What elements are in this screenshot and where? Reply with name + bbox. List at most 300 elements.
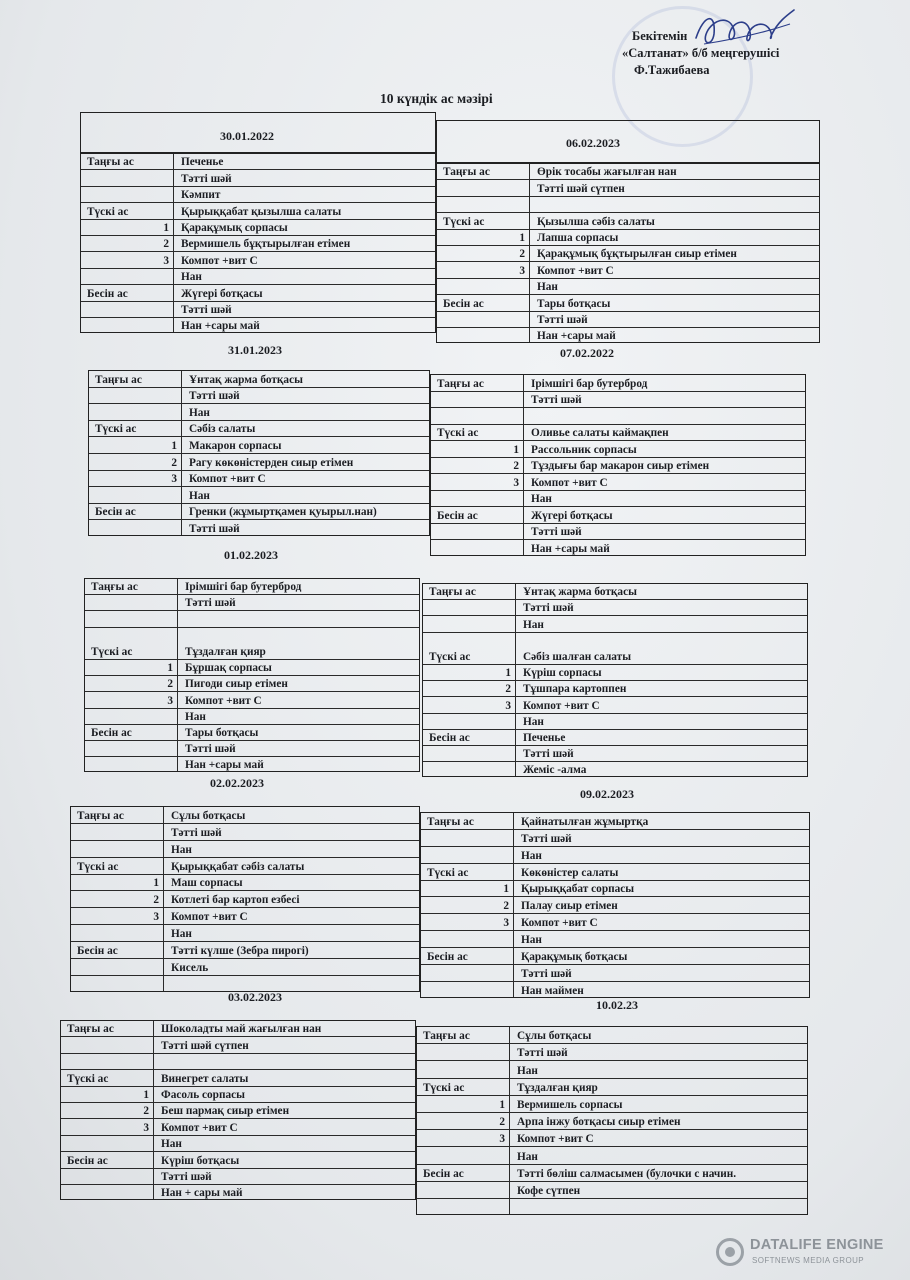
dish-name: Қырыққабат сорпасы [521, 883, 635, 896]
dish-name: Нан [517, 1064, 538, 1077]
course-number: 2 [153, 894, 159, 907]
course-number: 3 [503, 917, 509, 930]
dish-name: Компот +вит С [181, 254, 258, 267]
course-number: 1 [513, 443, 519, 456]
dish-name: Ұнтақ жарма ботқасы [189, 373, 303, 386]
dish-name: Күріш сорпасы [523, 667, 602, 680]
course-number: 3 [153, 911, 159, 924]
menu-row [89, 487, 429, 504]
menu-row [85, 741, 419, 757]
course-number: 2 [499, 1116, 505, 1129]
dish-name: Қырыққабат сәбіз салаты [171, 860, 305, 873]
course-number: 2 [163, 238, 169, 251]
menu-row [437, 213, 819, 229]
menu-row [421, 982, 809, 999]
meal-name: Түскі ас [91, 645, 133, 658]
meal-name: Таңғы ас [429, 586, 476, 599]
meal-name: Таңғы ас [437, 377, 484, 390]
dish-name: Макарон сорпасы [189, 439, 282, 452]
dish-name: Қызылша сәбіз салаты [537, 215, 655, 228]
dish-name: Тұздалған қияр [185, 645, 266, 658]
dish-name: Сәбіз салаты [189, 423, 256, 436]
menu-row [71, 925, 419, 942]
dish-name: Тәтті шәй [523, 748, 574, 761]
dish-name: Нан маймен [521, 984, 584, 997]
course-number: 2 [505, 683, 511, 696]
dish-name: Тәтті шәй [517, 1047, 568, 1060]
menu-row [81, 318, 435, 334]
dish-name: Рассольник сорпасы [531, 443, 637, 456]
menu-row [423, 697, 807, 713]
dish-name: Нан [521, 934, 542, 947]
menu-row [81, 236, 435, 252]
menu-row [437, 328, 819, 344]
menu-row [61, 1169, 415, 1185]
menu-row [61, 1054, 415, 1070]
dish-name: Печенье [523, 731, 566, 744]
menu-row [85, 579, 419, 595]
dish-name: Қарақұмық ботқасы [521, 951, 628, 964]
menu-row [81, 220, 435, 236]
menu-row [423, 714, 807, 730]
dish-name: Компот +вит С [185, 694, 262, 707]
dish-name: Нан [537, 281, 558, 294]
menu-row [85, 709, 419, 725]
menu-row [437, 197, 819, 213]
menu-row [89, 371, 429, 388]
dish-name: Көкөністер салаты [521, 866, 619, 879]
menu-row [423, 584, 807, 600]
dish-name: Нан +сары май [531, 542, 610, 555]
menu-row [61, 1070, 415, 1086]
course-number: 2 [143, 1105, 149, 1118]
dish-name: Тәтті шәй [185, 597, 236, 610]
course-number: 3 [167, 694, 173, 707]
dish-name: Шоколадты май жағылған нан [161, 1023, 322, 1036]
course-number: 2 [167, 678, 173, 691]
menu-row [423, 633, 807, 665]
menu-row [61, 1119, 415, 1135]
dish-name: Тәтті шәй [171, 826, 222, 839]
menu-row [423, 616, 807, 632]
menu-row [417, 1096, 807, 1113]
menu-row [431, 458, 805, 475]
dish-name: Өрік тосабы жағылған нан [537, 166, 677, 179]
menu-row [61, 1087, 415, 1103]
menu-row [431, 441, 805, 458]
dish-name: Нан [171, 843, 192, 856]
menu-row [61, 1185, 415, 1201]
menu-row [71, 824, 419, 841]
menu-row [421, 881, 809, 898]
meal-name: Бесін ас [423, 1167, 464, 1180]
dish-name: Тәтті шәй [537, 313, 588, 326]
course-number: 2 [519, 248, 525, 261]
menu-row [81, 187, 435, 203]
menu-row [71, 942, 419, 959]
menu-row [71, 892, 419, 909]
dish-name: Тұздалған қияр [517, 1081, 598, 1094]
meal-name: Бесін ас [67, 1154, 108, 1167]
dish-name: Қарақұмық сорпасы [181, 221, 288, 234]
day-menu-table [420, 812, 810, 998]
meal-name: Таңғы ас [95, 373, 142, 386]
meal-name: Түскі ас [423, 1081, 465, 1094]
dish-name: Ұнтақ жарма ботқасы [523, 586, 637, 599]
meal-name: Бесін ас [443, 297, 484, 310]
menu-row [85, 692, 419, 708]
dish-name: Күріш ботқасы [161, 1154, 240, 1167]
menu-row [89, 520, 429, 537]
dish-name: Кисель [171, 961, 209, 974]
dish-name: Тәтті шәй [531, 394, 582, 406]
dish-name: Компот +вит С [537, 264, 614, 277]
menu-row [421, 898, 809, 915]
dish-name: Сәбіз шалған салаты [523, 650, 632, 663]
date-header-cell [436, 120, 820, 163]
dish-name: Компот +вит С [523, 699, 600, 712]
menu-date: 06.02.2023 [566, 136, 620, 150]
menu-row [431, 540, 805, 557]
day-menu-table [84, 578, 420, 772]
dish-name: Палау сиыр етімен [521, 900, 618, 913]
meal-name: Таңғы ас [91, 581, 138, 594]
menu-row [89, 504, 429, 521]
dish-name: Печенье [181, 156, 224, 169]
meal-name: Бесін ас [95, 506, 136, 519]
dish-name: Тәтті шәй [521, 967, 572, 980]
meal-name: Түскі ас [429, 650, 471, 663]
menu-date: 02.02.2023 [210, 776, 264, 790]
menu-row [71, 807, 419, 824]
menu-row [81, 154, 435, 170]
menu-row [423, 665, 807, 681]
dish-name: Тәтті бөліш салмасымен (булочки с начин. [517, 1167, 737, 1180]
course-number: 3 [163, 254, 169, 267]
dish-name: Нан [181, 271, 202, 284]
approval-line-2: «Салтанат» б/б меңгерушісі [622, 46, 780, 60]
dish-name: Кәмпит [181, 189, 221, 202]
menu-row [89, 471, 429, 488]
meal-name: Түскі ас [427, 866, 469, 879]
menu-row [61, 1152, 415, 1168]
menu-row [61, 1037, 415, 1053]
course-number: 1 [153, 877, 159, 890]
dish-name: Нан +сары май [537, 330, 616, 343]
course-number: 2 [503, 900, 509, 913]
document-title: 10 күндік ас мәзірі [380, 91, 493, 106]
datalife-logo-icon [716, 1238, 744, 1266]
dish-name: Жеміс -алма [523, 764, 587, 777]
menu-row [89, 437, 429, 454]
course-number: 1 [143, 1088, 149, 1101]
course-number: 1 [499, 1098, 505, 1111]
dish-name: Пигоди сиыр етімен [185, 678, 288, 691]
menu-row [85, 595, 419, 611]
menu-row [417, 1182, 807, 1199]
menu-row [417, 1044, 807, 1061]
dish-name: Тұшпара картоппен [523, 683, 627, 696]
dish-name: Тәтті шәй [189, 522, 240, 535]
dish-name: Беш пармақ сиыр етімен [161, 1105, 290, 1118]
course-number: 1 [171, 439, 177, 452]
course-number: 2 [171, 456, 177, 469]
dish-name: Тәтті шәй [161, 1170, 212, 1183]
dish-name: Лапша сорпасы [537, 231, 619, 244]
dish-name: Вермишель сорпасы [517, 1098, 623, 1111]
approval-block [622, 28, 822, 79]
course-number: 3 [513, 476, 519, 489]
meal-name: Таңғы ас [427, 815, 474, 828]
menu-row [437, 246, 819, 262]
watermark-line-2: SOFTNEWS MEDIA GROUP [752, 1256, 865, 1265]
meal-name: Таңғы ас [87, 156, 134, 169]
menu-row [437, 262, 819, 278]
dish-name: Тәтті шәй [181, 303, 232, 316]
menu-row [423, 730, 807, 746]
dish-name: Оливье салаты каймақпен [531, 427, 669, 439]
dish-name: Қарақұмық бұқтырылған сиыр етімен [537, 248, 737, 261]
menu-row [437, 180, 819, 196]
menu-row [421, 914, 809, 931]
dish-name: Нан [523, 618, 544, 631]
dish-name: Нан [517, 1150, 538, 1163]
menu-row [421, 830, 809, 847]
menu-row [89, 454, 429, 471]
dish-name: Арпа інжу ботқасы сиыр етімен [517, 1116, 681, 1129]
menu-date: 31.01.2023 [228, 343, 282, 357]
menu-row [417, 1027, 807, 1044]
menu-row [423, 600, 807, 616]
menu-row [423, 746, 807, 762]
menu-row [81, 252, 435, 268]
meal-name: Түскі ас [67, 1072, 109, 1085]
menu-row [421, 847, 809, 864]
menu-row [89, 421, 429, 438]
menu-date: 10.02.23 [596, 998, 638, 1012]
dish-name: Вермишель бұқтырылған етімен [181, 238, 351, 251]
dish-name: Тәтті шәй [185, 743, 236, 756]
dish-name: Тәтті шәй [181, 172, 232, 185]
menu-row [85, 725, 419, 741]
dish-name: Компот +вит С [161, 1121, 238, 1134]
day-menu-table [80, 153, 436, 333]
dish-name: Нан [161, 1138, 182, 1151]
menu-row [85, 628, 419, 660]
dish-name: Нан [521, 849, 542, 862]
dish-name: Нан [523, 715, 544, 728]
dish-name: Котлеті бар картоп езбесі [171, 894, 300, 907]
dish-name: Тұздығы бар макарон сиыр етімен [531, 460, 710, 472]
meal-name: Түскі ас [437, 427, 479, 439]
meal-name: Түскі ас [95, 423, 137, 436]
dish-name: Жүгері ботқасы [531, 509, 613, 522]
meal-name: Таңғы ас [67, 1023, 114, 1036]
menu-row [421, 948, 809, 965]
day-menu-table [88, 370, 430, 536]
menu-row [71, 875, 419, 892]
dish-name: Қайнатылған жұмыртқа [521, 815, 649, 828]
menu-row [421, 931, 809, 948]
dish-name: Ірімшігі бар бутерброд [185, 581, 302, 594]
dish-name: Нан [531, 493, 552, 505]
menu-row [437, 312, 819, 328]
course-number: 3 [519, 264, 525, 277]
dish-name: Фасоль сорпасы [161, 1088, 245, 1101]
day-menu-table [436, 163, 820, 343]
dish-name: Тәтті шәй [523, 602, 574, 615]
dish-name: Тәтті шәй [189, 390, 240, 403]
course-number: 1 [505, 667, 511, 680]
dish-name: Сұлы ботқасы [171, 809, 246, 822]
course-number: 1 [163, 221, 169, 234]
menu-row [85, 660, 419, 676]
dish-name: Сұлы ботқасы [517, 1030, 592, 1043]
menu-row [61, 1021, 415, 1037]
meal-name: Түскі ас [87, 205, 129, 218]
day-menu-table [416, 1026, 808, 1215]
menu-row [431, 408, 805, 425]
menu-row [85, 676, 419, 692]
meal-name: Бесін ас [77, 945, 118, 958]
dish-name: Компот +вит С [171, 911, 248, 924]
menu-row [421, 864, 809, 881]
menu-row [421, 813, 809, 830]
dish-name: Нан [189, 489, 210, 502]
menu-row [81, 285, 435, 301]
dish-name: Нан [185, 710, 206, 723]
dish-name: Тары ботқасы [537, 297, 611, 310]
menu-row [417, 1079, 807, 1096]
menu-date: 09.02.2023 [580, 787, 634, 801]
course-number: 3 [505, 699, 511, 712]
dish-name: Ірімшігі бар бутерброд [531, 377, 648, 390]
dish-name: Жүгері ботқасы [181, 287, 263, 300]
dish-name: Маш сорпасы [171, 877, 243, 890]
menu-row [431, 425, 805, 442]
dish-name: Винегрет салаты [161, 1072, 249, 1085]
dish-name: Компот +вит С [189, 473, 266, 486]
menu-row [431, 524, 805, 541]
menu-row [417, 1130, 807, 1147]
menu-row [421, 965, 809, 982]
dish-name: Гренки (жұмыртқамен қуырыл.нан) [189, 506, 377, 519]
menu-row [417, 1165, 807, 1182]
menu-row [89, 404, 429, 421]
dish-name: Тәтті шәй сүтпен [161, 1039, 249, 1052]
dish-name: Рагу көкөністерден сиыр етімен [189, 456, 354, 469]
menu-row [437, 164, 819, 180]
menu-row [71, 908, 419, 925]
course-number: 3 [171, 473, 177, 486]
menu-date: 03.02.2023 [228, 990, 282, 1004]
dish-name: Нан [189, 406, 210, 419]
menu-row [431, 474, 805, 491]
dish-name: Компот +вит С [531, 476, 608, 489]
meal-name: Бесін ас [87, 287, 128, 300]
meal-name: Таңғы ас [423, 1030, 470, 1043]
approval-line-1: Бекітемін [632, 29, 688, 43]
meal-name: Бесін ас [437, 509, 478, 522]
menu-row [89, 388, 429, 405]
meal-name: Таңғы ас [443, 166, 490, 179]
menu-row [417, 1199, 807, 1216]
menu-row [81, 170, 435, 186]
menu-row [417, 1061, 807, 1078]
dish-name: Компот +вит С [521, 917, 598, 930]
menu-row [71, 959, 419, 976]
day-menu-table [60, 1020, 416, 1200]
meal-name: Таңғы ас [77, 809, 124, 822]
menu-row [431, 491, 805, 508]
dish-name: Нан + сары май [161, 1187, 243, 1200]
day-menu-table [70, 806, 420, 992]
dish-name: Кофе сүтпен [517, 1184, 581, 1197]
dish-name: Қырыққабат қызылша салаты [181, 205, 342, 218]
menu-row [81, 203, 435, 219]
dish-name: Тәтті шәй [531, 526, 582, 538]
menu-row [437, 279, 819, 295]
meal-name: Бесін ас [429, 731, 470, 744]
course-number: 3 [143, 1121, 149, 1134]
meal-name: Бесін ас [427, 951, 468, 964]
menu-row [417, 1147, 807, 1164]
dish-name: Бұршақ сорпасы [185, 662, 272, 675]
dish-name: Тәтті күлше (Зебра пирогі) [171, 945, 309, 958]
menu-row [423, 681, 807, 697]
approval-line-3: Ф.Тажибаева [634, 63, 710, 77]
menu-row [423, 762, 807, 778]
course-number: 1 [167, 662, 173, 675]
menu-row [61, 1136, 415, 1152]
dish-name: Компот +вит С [517, 1133, 594, 1146]
dish-name: Нан [171, 928, 192, 941]
menu-date: 07.02.2022 [560, 346, 614, 360]
dish-name: Нан +сары май [181, 320, 260, 333]
dish-name: Нан +сары май [185, 759, 264, 772]
course-number: 3 [499, 1133, 505, 1146]
course-number: 1 [519, 231, 525, 244]
dish-name: Тәтті шәй сүтпен [537, 182, 625, 195]
meal-name: Түскі ас [443, 215, 485, 228]
watermark-line-1: DATALIFE ENGINE [750, 1237, 884, 1253]
menu-row [81, 302, 435, 318]
day-menu-table [422, 583, 808, 777]
menu-row [431, 507, 805, 524]
dish-name: Тары ботқасы [185, 726, 259, 739]
menu-date: 01.02.2023 [224, 548, 278, 562]
watermark [716, 1236, 896, 1272]
menu-row [431, 375, 805, 392]
course-number: 1 [503, 883, 509, 896]
menu-row [61, 1103, 415, 1119]
menu-row [81, 269, 435, 285]
menu-date: 30.01.2022 [220, 129, 274, 143]
menu-row [71, 858, 419, 875]
menu-row [431, 392, 805, 409]
meal-name: Бесін ас [91, 726, 132, 739]
course-number: 2 [513, 460, 519, 472]
menu-row [437, 295, 819, 311]
menu-row [85, 757, 419, 773]
menu-row [437, 230, 819, 246]
dish-name: Тәтті шәй [521, 832, 572, 845]
meal-name: Түскі ас [77, 860, 119, 873]
day-menu-table [430, 374, 806, 556]
menu-row [71, 841, 419, 858]
menu-row [85, 611, 419, 627]
menu-row [417, 1113, 807, 1130]
